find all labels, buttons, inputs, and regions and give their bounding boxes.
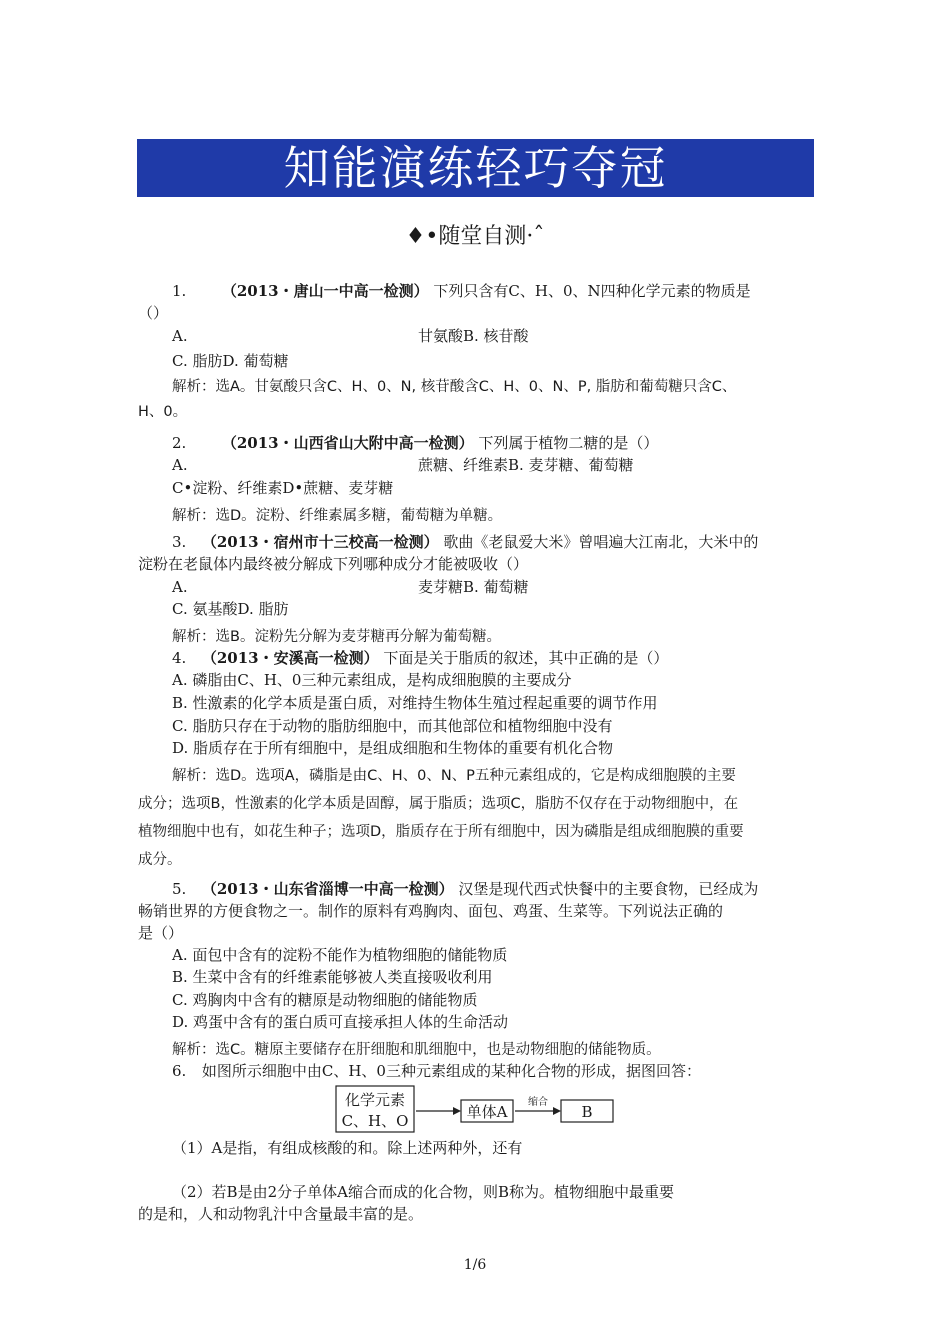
- question-3-stem-cont: 淀粉在老鼠体内最终被分解成下列哪种成分才能被吸收（）: [138, 555, 529, 573]
- question-1-stem-cont: （）: [138, 304, 169, 322]
- question-text: 下列属于植物二糖的是（）: [478, 434, 659, 452]
- question-3-option-a-label: A.: [172, 578, 188, 596]
- question-3-stem: [172, 531, 758, 553]
- question-1-options-ab: 甘氨酸B. 核苷酸: [418, 327, 529, 345]
- question-1-option-a-label: A.: [172, 327, 188, 345]
- question-3-options-cd: C. 氨基酸D. 脂肪: [172, 600, 289, 618]
- question-5-stem-cont-1: 畅销世界的方便食物之一。制作的原料有鸡胸肉、面包、鸡蛋、生菜等。下列说法正确的: [138, 902, 724, 920]
- question-number: 6.: [172, 1062, 187, 1080]
- question-5-option-c: C. 鸡胸肉中含有的糖原是动物细胞的储能物质: [172, 991, 478, 1009]
- question-1-options-cd: C. 脂肪D. 葡萄糖: [172, 352, 289, 370]
- question-4-analysis-cont-1: 成分；选项B，性激素的化学本质是固醇，属于脂质；选项C，脂肪不仅存在于动物细胞中，在: [138, 796, 739, 812]
- question-3-options-ab: 麦芽糖B. 葡萄糖: [418, 578, 529, 596]
- question-4-analysis-cont-3: 成分。: [138, 852, 182, 868]
- question-2-options-cd: C•淀粉、纤维素D•蔗糖、麦芽糖: [172, 479, 394, 497]
- arrow-1-head: [453, 1107, 461, 1115]
- page-number: 1/6: [463, 1257, 487, 1273]
- arrow-2-head: [553, 1107, 561, 1115]
- question-4-stem: [172, 647, 668, 669]
- question-6-sub-1: （1）A是指，有组成核酸的和。除上述两种外，还有: [172, 1139, 523, 1157]
- question-5-analysis: 解析：选C。糖原主要储存在肝细胞和肌细胞中，也是动物细胞的储能物质。: [172, 1042, 661, 1058]
- question-source: （2013・山西省山大附中高一检测）: [221, 434, 474, 452]
- question-5-stem-cont-2: 是（）: [138, 924, 184, 942]
- question-6-sub-2: （2）若B是由2分子单体A缩合而成的化合物，则B称为。植物细胞中最重要: [172, 1183, 674, 1201]
- question-2-options-ab: 蔗糖、纤维素B. 麦芽糖、葡萄糖: [418, 456, 634, 474]
- elements-box-label: 化学元素: [344, 1091, 406, 1109]
- question-text: 如图所示细胞中由C、H、0三种元素组成的某种化合物的形成，据图回答：: [201, 1062, 701, 1080]
- question-2-analysis: 解析：选D。淀粉、纤维素属多糖，葡萄糖为单糖。: [172, 508, 503, 524]
- question-4-analysis: 解析：选D。选项A，磷脂是由C、H、0、N、P五种元素组成的，它是构成细胞膜的主要: [172, 768, 736, 784]
- question-number: 5.: [172, 880, 187, 898]
- question-text: 汉堡是现代西式快餐中的主要食物，已经成为: [458, 880, 759, 898]
- question-4-option-b: B. 性激素的化学本质是蛋白质，对维持生物体生殖过程起重要的调节作用: [172, 694, 658, 712]
- question-number: 3.: [172, 533, 187, 551]
- question-source: （2013・安溪高一检测）: [201, 649, 379, 667]
- question-4-analysis-cont-2: 植物细胞中也有，如花生种子；选项D，脂质存在于所有细胞中，因为磷脂是组成细胞膜的重要: [138, 824, 744, 840]
- question-number: 2.: [172, 434, 187, 452]
- question-4-option-d: D. 脂质存在于所有细胞中，是组成细胞和生物体的重要有机化合物: [172, 739, 614, 757]
- question-source: （2013・宿州市十三校高一检测）: [201, 533, 439, 551]
- question-number: 4.: [172, 649, 187, 667]
- question-number: 1.: [172, 282, 187, 300]
- question-3-analysis: 解析：选B。淀粉先分解为麦芽糖再分解为葡萄糖。: [172, 629, 501, 645]
- question-5-option-a: A. 面包中含有的淀粉不能作为植物细胞的储能物质: [172, 946, 508, 964]
- page-banner-title: 知能演练轻巧夺冠: [137, 139, 814, 197]
- question-4-option-c: C. 脂肪只存在于动物的脂肪细胞中，而其他部位和植物细胞中没有: [172, 717, 613, 735]
- monomer-box-label: 单体A: [466, 1103, 508, 1121]
- question-1-analysis-cont: H、0。: [138, 404, 188, 420]
- question-1-analysis: 解析：选A。甘氨酸只含C、H、0、N, 核苷酸含C、H、0、N、P, 脂肪和葡萄糖只含C、: [172, 379, 737, 395]
- elements-box-formula: C、H、O: [341, 1112, 409, 1130]
- question-4-option-a: A. 磷脂由C、H、0三种元素组成，是构成细胞膜的主要成分: [172, 671, 572, 689]
- product-box-label: B: [581, 1103, 593, 1121]
- question-1-stem: [172, 280, 751, 302]
- condensation-label: 缩合: [528, 1097, 548, 1108]
- question-6-stem: [172, 1060, 701, 1082]
- question-5-option-d: D. 鸡蛋中含有的蛋白质可直接承担人体的生命活动: [172, 1013, 509, 1031]
- question-6-sub-2-cont: 的是和，人和动物乳汁中含量最丰富的是。: [138, 1205, 424, 1223]
- question-5-option-b: B. 生菜中含有的纤维素能够被人类直接吸收利用: [172, 968, 493, 986]
- question-source: （2013・山东省淄博一中高一检测）: [201, 880, 454, 898]
- question-source: （2013・唐山一中高一检测）: [221, 282, 429, 300]
- compound-formation-diagram: [335, 1085, 625, 1133]
- question-text: 下面是关于脂质的叙述，其中正确的是（）: [383, 649, 669, 667]
- question-2-stem: [172, 432, 658, 454]
- section-title: ♦•随堂自测·ˆ: [405, 224, 545, 249]
- question-5-stem: [172, 878, 758, 900]
- question-text: 歌曲《老鼠爱大米》曾唱遍大江南北，大米中的: [443, 533, 759, 551]
- question-text: 下列只含有C、H、0、N四种化学元素的物质是: [433, 282, 751, 300]
- question-2-option-a-label: A.: [172, 456, 188, 474]
